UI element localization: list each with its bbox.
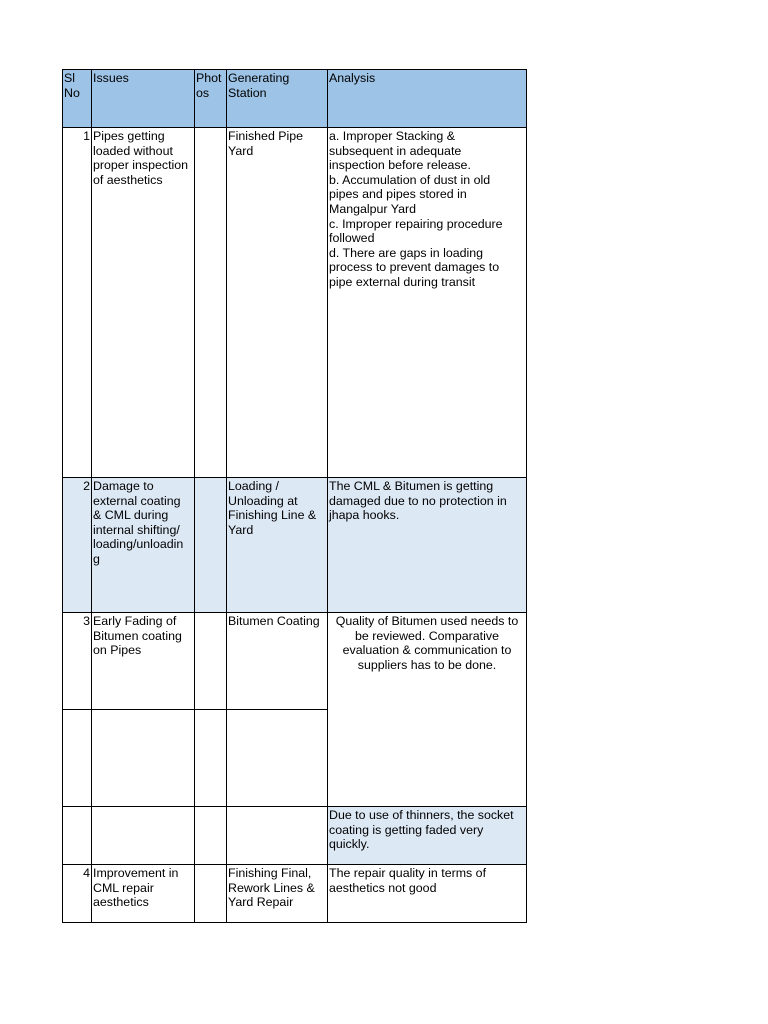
header-analysis: Analysis: [327, 69, 527, 128]
row-3c-issue: [91, 806, 195, 865]
row-1-photos: [194, 127, 227, 478]
row-3c-station: [226, 806, 328, 865]
header-sl-no: Sl No: [62, 69, 92, 128]
header-generating-station: Generating Station: [226, 69, 328, 128]
row-3-issue: Early Fading of Bitumen coating on Pipes: [91, 612, 195, 710]
row-3b-station: [226, 709, 328, 807]
row-4-photos: [194, 864, 227, 923]
row-3-station: Bitumen Coating: [226, 612, 328, 710]
row-2-station: Loading / Unloading at Finishing Line & Yard: [226, 477, 328, 613]
header-issues: Issues: [91, 69, 195, 128]
row-4-issue: Improvement in CML repair aesthetics: [91, 864, 195, 923]
row-2-photos: [194, 477, 227, 613]
row-1-station: Finished Pipe Yard: [226, 127, 328, 478]
row-2-issue: Damage to external coating & CML during internal shifting/ loading/unloadin g: [91, 477, 195, 613]
row-3b-photos: [194, 709, 227, 807]
row-3c-photos: [194, 806, 227, 865]
row-3-sl-no: 3: [62, 612, 92, 710]
row-4-sl-no: 4: [62, 864, 92, 923]
row-2-analysis: The CML & Bitumen is getting damaged due to no protection in jhapa hooks.: [327, 477, 527, 613]
row-2-sl-no: 2: [62, 477, 92, 613]
row-1-sl-no: 1: [62, 127, 92, 478]
row-3-analysis: Quality of Bitumen used needs to be reviewed. Comparative evaluation & communication to suppliers has to be done.: [327, 612, 527, 807]
row-3c-sl-no: [62, 806, 92, 865]
row-3b-sl-no: [62, 709, 92, 807]
row-3c-analysis: Due to use of thinners, the socket coating is getting faded very quickly.: [327, 806, 527, 865]
row-1-analysis: a. Improper Stacking & subsequent in adequate inspection before release. b. Accumulation of dust in old pipes and pipes stored in Mangalpur Yard c. Improper repairing procedure followed d. There are gaps in loading process to prevent damages to pipe external during transit: [327, 127, 527, 478]
row-4-station: Finishing Final, Rework Lines & Yard Repair: [226, 864, 328, 923]
row-4-analysis: The repair quality in terms of aesthetics not good: [327, 864, 527, 923]
row-3b-issue: [91, 709, 195, 807]
header-photos: Phot os: [194, 69, 227, 128]
row-3-photos: [194, 612, 227, 710]
row-1-issue: Pipes getting loaded without proper inspection of aesthetics: [91, 127, 195, 478]
